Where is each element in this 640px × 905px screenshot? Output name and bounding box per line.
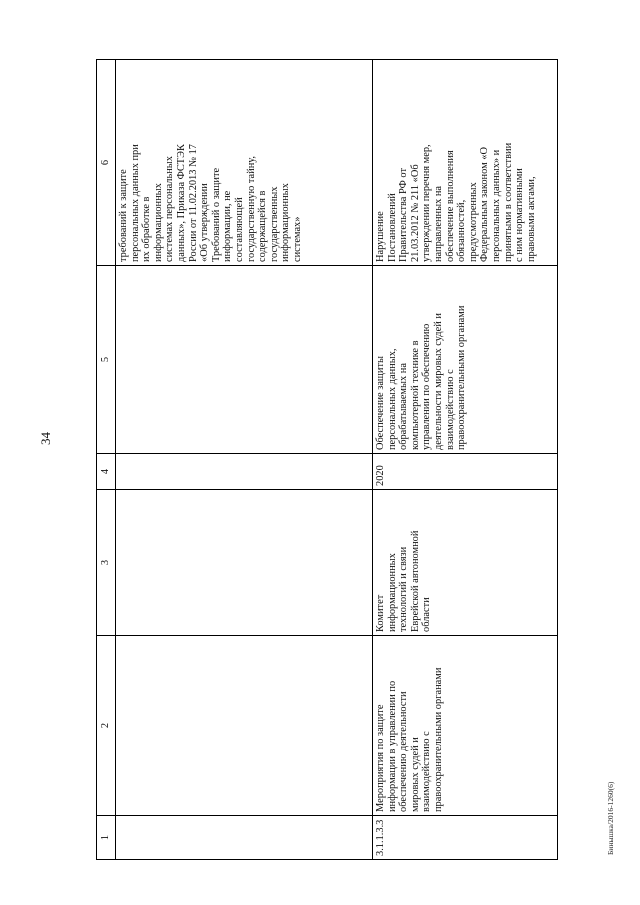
cell-line: России от 11.02.2013 № 17 [187, 144, 199, 262]
cell-line: государственных [268, 186, 280, 262]
cell-line: мировых судей и [409, 737, 421, 812]
cell-line: персональных данных при [129, 144, 141, 262]
table-cell [373, 816, 558, 860]
cell-line: Комитет [375, 594, 386, 632]
table-cell [373, 60, 558, 266]
cell-line: области [421, 597, 433, 632]
table-cell [373, 636, 558, 816]
header-cell: 2 [97, 636, 116, 816]
header-cell: 3 [97, 490, 116, 636]
cell-line: с ним нормативными [514, 168, 526, 262]
cell-line: правоохранительными органами [432, 667, 444, 812]
cell-line: предусмотренных [467, 182, 479, 262]
cell-line: содержащейся в [257, 190, 269, 262]
header-cell: 5 [97, 266, 116, 454]
cell-line: информации в управлении по [386, 680, 398, 812]
cell-line: Постановлений [386, 193, 398, 262]
table-row [373, 60, 558, 860]
cell-line: взаимодействию с [444, 369, 456, 450]
cell-line: системах персональных [164, 156, 176, 262]
cell-line: Мероприятия по защите [375, 704, 386, 812]
footer-text: Бинышка/2016-1260(6) [606, 781, 615, 855]
cell-line: требований к защите [118, 169, 129, 262]
cell-line: 3.1.1.3.3 [375, 819, 386, 856]
rotated-table-container [96, 60, 554, 860]
table-cell [373, 266, 558, 454]
cell-line: информационных [280, 183, 292, 262]
cell-line: информационных [386, 553, 398, 632]
table-cell [116, 636, 373, 816]
cell-line: обрабатываемых на [398, 363, 410, 450]
cell-line: персональных данных, [386, 348, 398, 450]
cell-line: их обработке в [141, 196, 153, 262]
cell-line: обязанностей, [456, 199, 468, 262]
table-cell [116, 60, 373, 266]
table-cell [373, 490, 558, 636]
cell-line: информации, не [222, 190, 234, 262]
cell-line: информационных [152, 183, 164, 262]
header-cell: 4 [97, 454, 116, 490]
cell-line: взаимодействию с [421, 731, 433, 812]
cell-line: управлении по обеспечению [421, 323, 433, 450]
table-row [116, 60, 373, 860]
cell-line: направленных на [432, 185, 444, 262]
page-number: 34 [38, 432, 53, 445]
cell-line: Правительства РФ от [398, 168, 410, 262]
cell-line: государственную тайну, [245, 155, 257, 262]
cell-line: системах» [291, 216, 303, 262]
cell-line: принятыми в соответствии [502, 142, 514, 262]
table-cell [116, 454, 373, 490]
cell-line: Требований о защите [210, 167, 222, 262]
cell-line: Еврейской автономной [409, 530, 421, 632]
table-cell [116, 816, 373, 860]
measures-table [96, 59, 558, 860]
cell-line: деятельности мировых судей и [432, 313, 444, 450]
table-header-row [97, 60, 116, 860]
cell-line: «Об утверждении [199, 183, 211, 262]
cell-line: обеспечение выполнения [444, 150, 456, 262]
cell-line: обеспечению деятельности [398, 691, 410, 812]
cell-line: утверждении перечня мер, [421, 144, 433, 262]
header-cell: 6 [97, 60, 116, 266]
cell-line: правовыми актами, [525, 176, 537, 262]
cell-line: персональных данных» и [490, 149, 502, 262]
cell-line: данных», Приказа ФСТЭК [175, 144, 187, 262]
cell-line: 2020 [375, 465, 386, 486]
header-cell: 1 [97, 816, 116, 860]
cell-line: правоохранительными органами [456, 305, 468, 450]
cell-line: Обеспечение защиты [375, 355, 386, 450]
cell-line: компьютерной технике в [409, 340, 421, 450]
table-cell [116, 490, 373, 636]
table-cell [116, 266, 373, 454]
cell-line: Федеральным законом «О [479, 147, 491, 262]
cell-line: составляющей [233, 197, 245, 262]
cell-line: Нарушение [375, 211, 386, 262]
cell-line: 21.03.2012 № 211 «Об [409, 164, 421, 262]
table-cell [373, 454, 558, 490]
cell-line: технологий и связи [398, 546, 410, 632]
